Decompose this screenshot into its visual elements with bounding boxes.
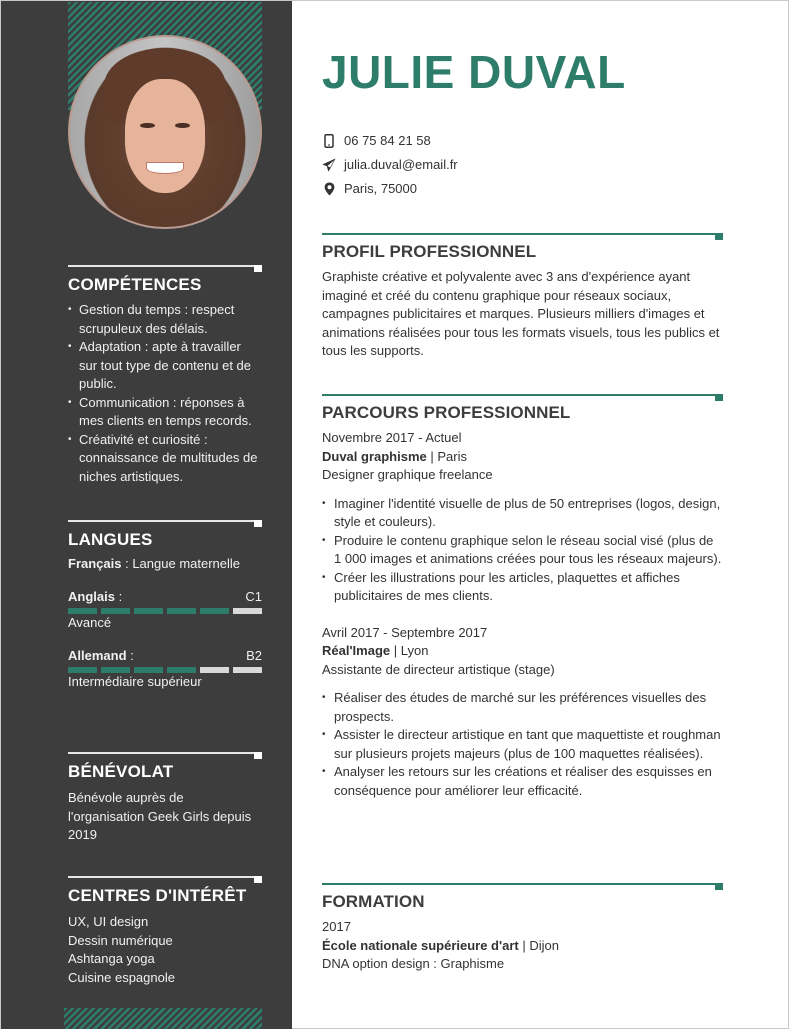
contact-location (322, 181, 417, 196)
section-divider (68, 876, 254, 878)
candidate-name: JULIE DUVAL (322, 46, 626, 98)
job-dates: Avril 2017 - Septembre 2017 (322, 624, 488, 640)
job-location: | Lyon (390, 643, 429, 658)
languages-section (68, 520, 262, 691)
interest-item: Ashtanga yoga (68, 951, 155, 966)
language-english: Anglais : C1 Avancé (68, 589, 262, 630)
job-task: • Analyser les retours sur les créations et réaliser des esquisses en conséquence pour améliorer leur efficacité. (322, 763, 723, 800)
interest-item: Cuisine espagnole (68, 969, 175, 985)
volunteering-text: Bénévole auprès de l'organisation Geek Girls depuis 2019 (68, 790, 252, 842)
language-native: Français : Langue maternelle (68, 556, 241, 571)
job-task: • Imaginer l'identité visuelle de plus de 50 entreprises (logos, design, style et couleurs). (322, 495, 723, 532)
job-location: | Paris (426, 448, 467, 464)
volunteering-section (68, 752, 262, 845)
skill-item: • Gestion du temps : respect scrupuleux des délais. (68, 301, 262, 338)
skill-item: • Adaptation : apte à travailler sur tout type de contenu et de public. (68, 338, 262, 394)
languages-title: LANGUES (68, 530, 153, 549)
profile-summary: Graphiste créative et polyvalente avec 3 ans d'expérience ayant imaginé et créé du contenu graphique pour réseaux sociaux, campagnes publicitaires et marques. Plusieurs milliers d'images et animations réalisées pour tous les formats visuels, tous les publics et tous les supports. (322, 269, 720, 358)
education-section (322, 883, 723, 974)
skill-item: • Communication : réponses à mes clients en temps records. (68, 394, 262, 431)
phone-number: 06 75 84 21 58 (344, 133, 431, 148)
interest-item: Dessin numérique (68, 932, 173, 948)
section-divider (68, 265, 254, 267)
language-level: Intermédiaire supérieur (68, 674, 202, 689)
section-divider (68, 752, 254, 754)
education-year: 2017 (322, 919, 351, 934)
skills-list (68, 301, 262, 486)
education-title: FORMATION (322, 892, 425, 911)
profile-photo (68, 35, 262, 229)
job-tasks (322, 495, 723, 606)
location: Paris, 75000 (344, 181, 417, 196)
skill-item: • Créativité et curiosité : connaissance de multitudes de niches artistiques. (68, 431, 262, 487)
language-code: C1 (245, 589, 262, 604)
experience-title: PARCOURS PROFESSIONNEL (322, 403, 571, 422)
sidebar (1, 1, 292, 1029)
language-level: Langue maternelle (132, 556, 241, 571)
skills-section (68, 265, 262, 486)
language-german: Allemand : B2 Intermédiaire supérieur (68, 648, 262, 689)
job-task: • Réaliser des études de marché sur les préférences visuelles des prospects. (322, 689, 723, 726)
job-company: Duval graphisme (322, 448, 427, 464)
job-task: • Produire le contenu graphique selon le réseau social visé (plus de 1 000 images et animations créées pour tous les réseaux majeurs). (322, 532, 723, 569)
contact-email (322, 157, 458, 172)
language-code: B2 (246, 648, 262, 663)
section-divider (322, 394, 715, 396)
decorative-stripes-bottom (64, 1008, 262, 1029)
profile-section (322, 233, 723, 361)
email-address: julia.duval@email.fr (344, 157, 458, 172)
section-divider (322, 233, 715, 235)
volunteering-title: BÉNÉVOLAT (68, 762, 174, 781)
interest-item: UX, UI design (68, 914, 149, 929)
interests-title: CENTRES D'INTÉRÊT (68, 886, 247, 905)
education-school: École nationale supérieure d'art (322, 937, 519, 953)
language-level: Avancé (68, 615, 112, 630)
experience-section (322, 394, 723, 800)
section-divider (68, 520, 254, 522)
language-name: Anglais (68, 589, 115, 604)
paper-plane-icon (322, 158, 336, 172)
map-pin-icon (322, 182, 336, 196)
language-name: Français (68, 556, 122, 571)
education-degree: DNA option design : Graphisme (322, 956, 505, 971)
language-name: Allemand (68, 648, 127, 663)
skills-title: COMPÉTENCES (68, 275, 202, 294)
job-tasks (322, 689, 723, 800)
job-entry (322, 624, 723, 801)
section-divider (322, 883, 715, 885)
job-task: • Créer les illustrations pour les articles, plaquettes et affiches publicitaires de mes clients. (322, 569, 723, 606)
contact-phone (322, 133, 431, 148)
mobile-phone-icon (322, 134, 336, 148)
job-task: • Assister le directeur artistique en tant que maquettiste et roughman sur plusieurs projets majeurs (plus de 100 maquettes réalisées). (322, 726, 723, 763)
profile-title: PROFIL PROFESSIONNEL (322, 242, 537, 261)
job-role: Designer graphique freelance (322, 467, 493, 482)
interests-section (68, 876, 262, 987)
job-role: Assistante de directeur artistique (stage) (322, 661, 555, 677)
education-location: | Dijon (518, 937, 559, 953)
job-dates: Novembre 2017 - Actuel (322, 430, 462, 445)
job-entry (322, 429, 723, 606)
job-company: Réal'Image (322, 643, 391, 658)
